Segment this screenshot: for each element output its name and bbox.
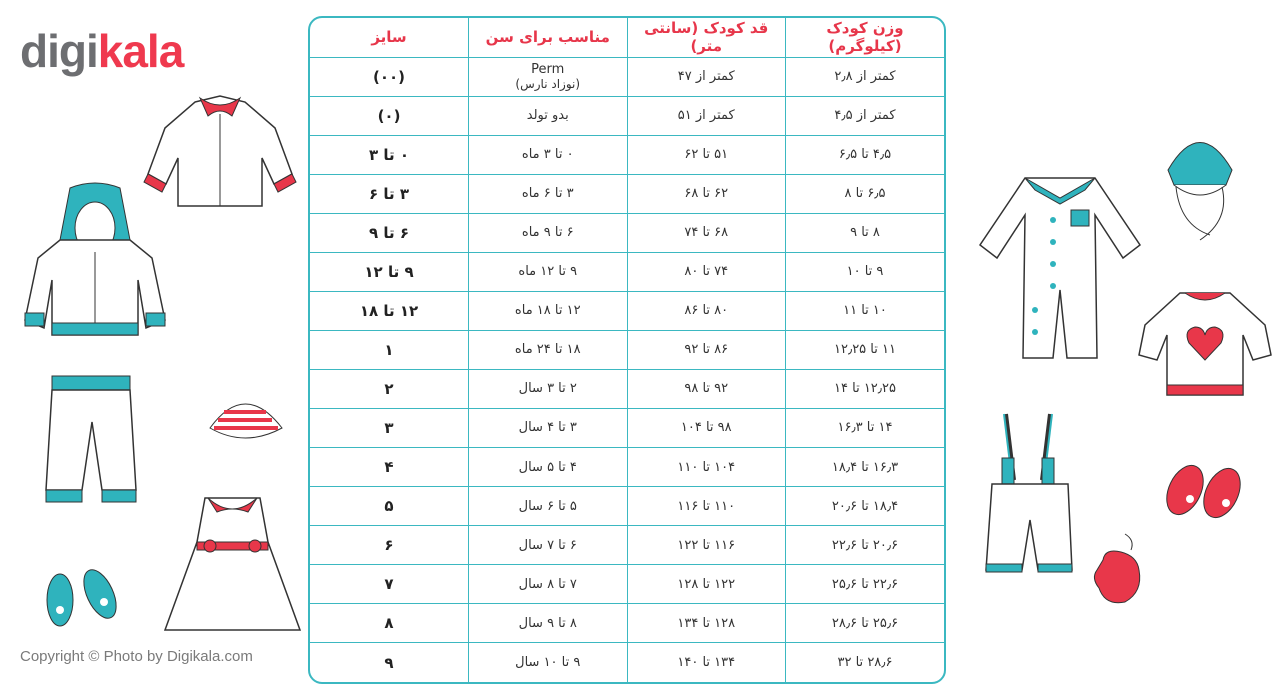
height-cell: ۹۲ تا ۹۸	[627, 369, 786, 408]
age-text: ۸ تا ۹ سال	[518, 615, 577, 631]
age-cell	[469, 369, 628, 408]
age-text: ۴ تا ۵ سال	[518, 459, 577, 475]
weight-cell: ۱۱ تا ۱۲٫۲۵	[786, 330, 945, 369]
age-text: ۷ تا ۸ سال	[518, 576, 577, 592]
weight-cell: ۲۲٫۶ تا ۲۵٫۶	[786, 565, 945, 604]
age-cell	[469, 448, 628, 487]
height-cell: ۶۲ تا ۶۸	[627, 174, 786, 213]
table-row	[310, 57, 944, 96]
height-cell: ۶۸ تا ۷۴	[627, 213, 786, 252]
weight-cell: ۹ تا ۱۰	[786, 252, 945, 291]
pants-icon	[40, 372, 140, 512]
height-cell: ۷۴ تا ۸۰	[627, 252, 786, 291]
weight-cell: ۸ تا ۹	[786, 213, 945, 252]
height-cell: ۵۱ تا ۶۲	[627, 135, 786, 174]
table-row	[310, 174, 944, 213]
height-cell: ۱۲۲ تا ۱۲۸	[627, 565, 786, 604]
weight-cell: ۲۰٫۶ تا ۲۲٫۶	[786, 526, 945, 565]
height-cell: ۸۰ تا ۸۶	[627, 291, 786, 330]
header-size: سایز	[310, 18, 469, 57]
table-header-row	[310, 18, 944, 57]
baby-shoes-icon	[1160, 455, 1250, 525]
age-text: ۶ تا ۹ ماه	[521, 225, 574, 241]
size-cell: ۸	[310, 604, 469, 643]
weight-cell: ۲۸٫۶ تا ۳۲	[786, 643, 945, 682]
size-cell: ۳ تا ۶	[310, 174, 469, 213]
size-cell: ۹	[310, 643, 469, 682]
weight-cell: ۱۴ تا ۱۶٫۳	[786, 408, 945, 447]
hat-icon	[200, 390, 290, 450]
weight-cell: ۴٫۵ تا ۶٫۵	[786, 135, 945, 174]
size-cell: ۵	[310, 487, 469, 526]
age-cell	[469, 135, 628, 174]
shoes-icon	[40, 560, 130, 630]
size-cell: ۶	[310, 526, 469, 565]
logo-digi: digi	[20, 25, 98, 77]
age-cell	[469, 604, 628, 643]
age-text: ۹ تا ۱۲ ماه	[518, 264, 578, 280]
height-cell: ۱۲۸ تا ۱۳۴	[627, 604, 786, 643]
size-cell: ۳	[310, 408, 469, 447]
height-cell: ۹۸ تا ۱۰۴	[627, 408, 786, 447]
height-cell: کمتر از ۵۱	[627, 96, 786, 135]
size-cell: (۰)	[310, 96, 469, 135]
age-cell	[469, 96, 628, 135]
height-cell: ۱۱۶ تا ۱۲۲	[627, 526, 786, 565]
age-text: Perm	[531, 62, 565, 78]
size-cell: ۷	[310, 565, 469, 604]
table-row	[310, 526, 944, 565]
age-cell	[469, 330, 628, 369]
size-cell: ۶ تا ۹	[310, 213, 469, 252]
overalls-icon	[980, 410, 1080, 580]
age-text: ۳ تا ۶ ماه	[521, 186, 574, 202]
weight-cell: ۱۶٫۳ تا ۱۸٫۴	[786, 448, 945, 487]
age-cell	[469, 643, 628, 682]
age-text: ۱۸ تا ۲۴ ماه	[514, 342, 581, 358]
table-row	[310, 604, 944, 643]
size-chart-table	[308, 16, 946, 684]
age-text: ۲ تا ۳ سال	[518, 381, 577, 397]
table-row	[310, 369, 944, 408]
age-cell	[469, 487, 628, 526]
bonnet-icon	[1160, 125, 1240, 245]
height-cell: ۱۰۴ تا ۱۱۰	[627, 448, 786, 487]
copyright-text: Copyright © Photo by Digikala.com	[20, 648, 253, 665]
size-cell: (۰۰)	[310, 57, 469, 96]
header-age: مناسب برای سن	[469, 18, 628, 57]
age-text: بدو تولد	[526, 108, 569, 124]
age-note: (نوزاد نارس)	[515, 77, 581, 92]
size-cell: ۱	[310, 330, 469, 369]
height-cell: ۱۳۴ تا ۱۴۰	[627, 643, 786, 682]
size-cell: ۹ تا ۱۲	[310, 252, 469, 291]
size-cell: ۲	[310, 369, 469, 408]
weight-cell: ۲۵٫۶ تا ۲۸٫۶	[786, 604, 945, 643]
weight-cell: ۱۲٫۲۵ تا ۱۴	[786, 369, 945, 408]
digikala-logo	[20, 24, 183, 78]
height-cell: کمتر از ۴۷	[627, 57, 786, 96]
age-cell	[469, 174, 628, 213]
table-row	[310, 643, 944, 682]
size-cell: ۴	[310, 448, 469, 487]
hoodie-icon	[20, 180, 170, 345]
header-height: قد کودک (سانتی متر)	[627, 18, 786, 57]
age-text: ۶ تا ۷ سال	[518, 537, 577, 553]
age-cell	[469, 565, 628, 604]
dress-icon	[160, 490, 305, 640]
logo-kala: kala	[97, 25, 184, 77]
size-cell: ۰ تا ۳	[310, 135, 469, 174]
table-row	[310, 135, 944, 174]
bodysuit-icon	[975, 170, 1145, 370]
header-weight: وزن کودک (کیلوگرم)	[786, 18, 945, 57]
table-row	[310, 96, 944, 135]
size-cell: ۱۲ تا ۱۸	[310, 291, 469, 330]
age-text: ۱۲ تا ۱۸ ماه	[514, 303, 581, 319]
table-row	[310, 408, 944, 447]
table-row	[310, 213, 944, 252]
age-text: ۳ تا ۴ سال	[518, 420, 577, 436]
table-row	[310, 565, 944, 604]
weight-cell: کمتر از ۴٫۵	[786, 96, 945, 135]
weight-cell: ۱۰ تا ۱۱	[786, 291, 945, 330]
table-row	[310, 330, 944, 369]
age-cell	[469, 57, 628, 96]
age-cell	[469, 408, 628, 447]
height-cell: ۱۱۰ تا ۱۱۶	[627, 487, 786, 526]
weight-cell: ۱۸٫۴ تا ۲۰٫۶	[786, 487, 945, 526]
height-cell: ۸۶ تا ۹۲	[627, 330, 786, 369]
table-row	[310, 448, 944, 487]
age-cell	[469, 291, 628, 330]
mitten-icon	[1085, 530, 1155, 610]
age-text: ۰ تا ۳ ماه	[521, 147, 574, 163]
table-row	[310, 487, 944, 526]
weight-cell: ۶٫۵ تا ۸	[786, 174, 945, 213]
table-row	[310, 252, 944, 291]
table-row	[310, 291, 944, 330]
sweater-icon	[1135, 285, 1275, 410]
age-cell	[469, 213, 628, 252]
weight-cell: کمتر از ۲٫۸	[786, 57, 945, 96]
age-text: ۵ تا ۶ سال	[518, 498, 577, 514]
age-text: ۹ تا ۱۰ سال	[515, 655, 581, 671]
age-cell	[469, 526, 628, 565]
age-cell	[469, 252, 628, 291]
